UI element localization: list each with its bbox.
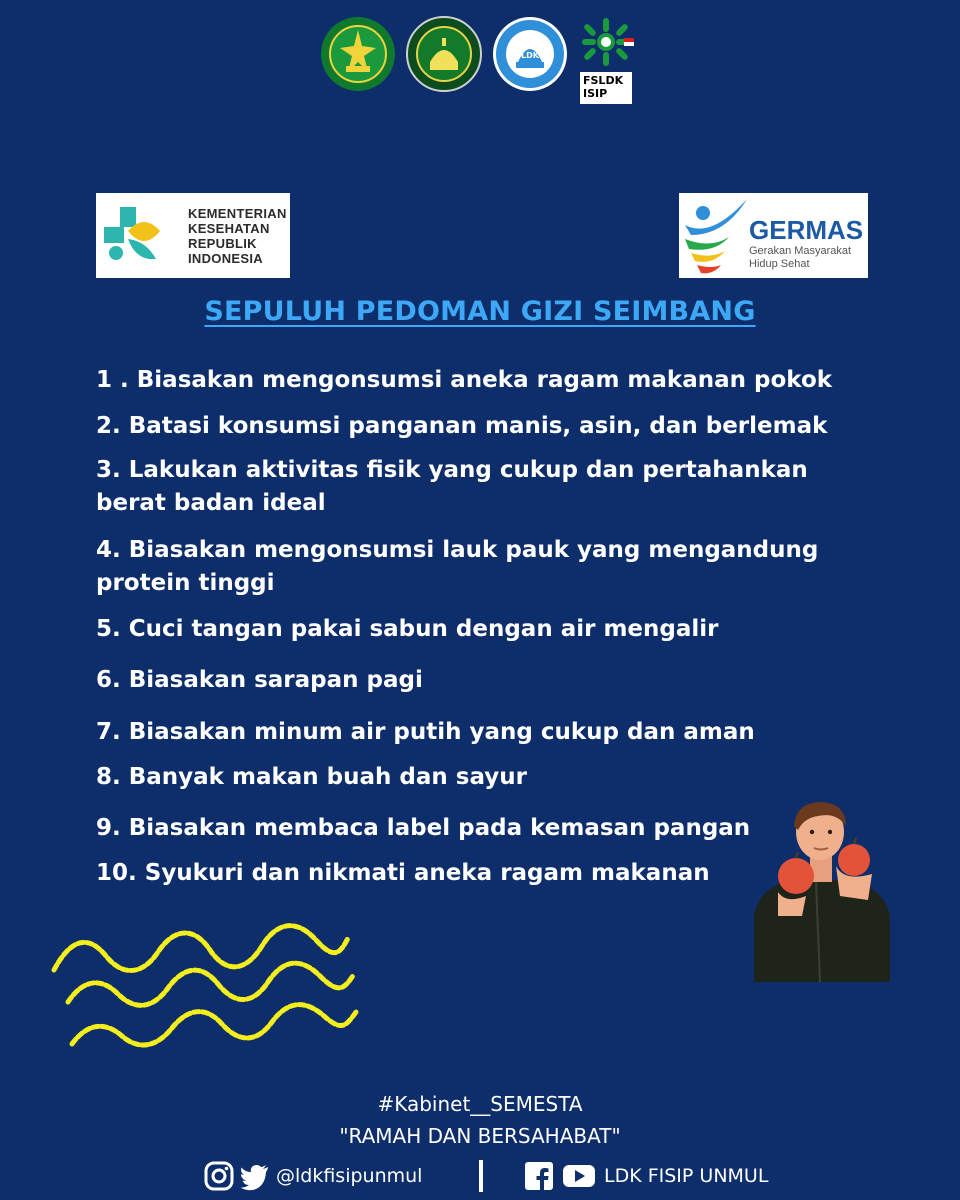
mosque-emblem-logo-icon <box>406 16 482 92</box>
fsldk-line2: ISIP <box>583 87 608 100</box>
svg-text:LDK: LDK <box>521 51 539 60</box>
twitter-icon[interactable] <box>240 1161 270 1191</box>
germas-sub-line-1: Gerakan Masyarakat <box>749 245 852 257</box>
kemenkes-line-2: KESEHATAN <box>188 221 270 236</box>
social-left <box>204 1160 422 1192</box>
list-item: 10. Syukuri dan nikmati aneka ragam makanan <box>96 860 710 886</box>
list-item: 3. Lakukan aktivitas fisik yang cukup dan pertahankan berat badan ideal <box>96 457 808 516</box>
list-item: 4. Biasakan mengonsumsi lauk pauk yang mengandung protein tinggi <box>96 537 819 596</box>
kemenkes-text <box>188 206 287 266</box>
social-right <box>524 1160 768 1192</box>
instagram-icon[interactable] <box>204 1161 234 1191</box>
kemenkes-logo <box>96 193 290 278</box>
list-item: 1 . Biasakan mengonsumsi aneka ragam makanan pokok <box>96 367 833 393</box>
motto-text: "RAMAH DAN BERSAHABAT" <box>339 1124 621 1148</box>
fsldk-logo <box>576 14 636 106</box>
hashtag-text: #Kabinet__SEMESTA <box>377 1092 583 1116</box>
kemenkes-line-1: KEMENTERIAN <box>188 206 287 221</box>
social-divider <box>479 1160 483 1192</box>
germas-subtitle <box>749 245 851 271</box>
youtube-icon[interactable] <box>562 1163 596 1189</box>
facebook-icon[interactable] <box>524 1161 554 1191</box>
fsldk-logo-icon <box>578 14 634 70</box>
fsldk-line1: FSLDK <box>583 74 624 87</box>
social-page-name[interactable]: LDK FISIP UNMUL <box>604 1165 769 1187</box>
list-item: 5. Cuci tangan pakai sabun dengan air mengalir <box>96 616 719 642</box>
kemenkes-line-4: INDONESIA <box>188 251 263 266</box>
germas-logo <box>679 193 868 278</box>
list-item: 7. Biasakan minum air putih yang cukup dan aman <box>96 719 755 745</box>
germas-emblem-icon <box>681 195 751 275</box>
squiggle-decoration <box>48 906 368 1056</box>
page-title: SEPULUH PEDOMAN GIZI SEIMBANG <box>204 296 756 327</box>
list-item: 6. Biasakan sarapan pagi <box>96 667 423 693</box>
ldk-fisip-unmul-logo-icon <box>492 16 568 92</box>
kemenkes-emblem-icon <box>98 201 174 269</box>
social-handle[interactable]: @ldkfisipunmul <box>276 1165 423 1187</box>
list-item: 2. Batasi konsumsi panganan manis, asin, dan berlemak <box>96 413 828 439</box>
person-holding-apples-illustration <box>732 796 908 982</box>
fsldk-label <box>580 72 632 104</box>
list-item: 9. Biasakan membaca label pada kemasan pangan <box>96 815 751 841</box>
header-logos <box>320 14 640 106</box>
germas-title: GERMAS <box>749 215 864 245</box>
list-item: 8. Banyak makan buah dan sayur <box>96 764 527 790</box>
germas-sub-line-2: Hidup Sehat <box>749 258 810 270</box>
kemenkes-line-3: REPUBLIK <box>188 236 257 251</box>
kementerian-agama-logo-icon <box>320 16 396 92</box>
